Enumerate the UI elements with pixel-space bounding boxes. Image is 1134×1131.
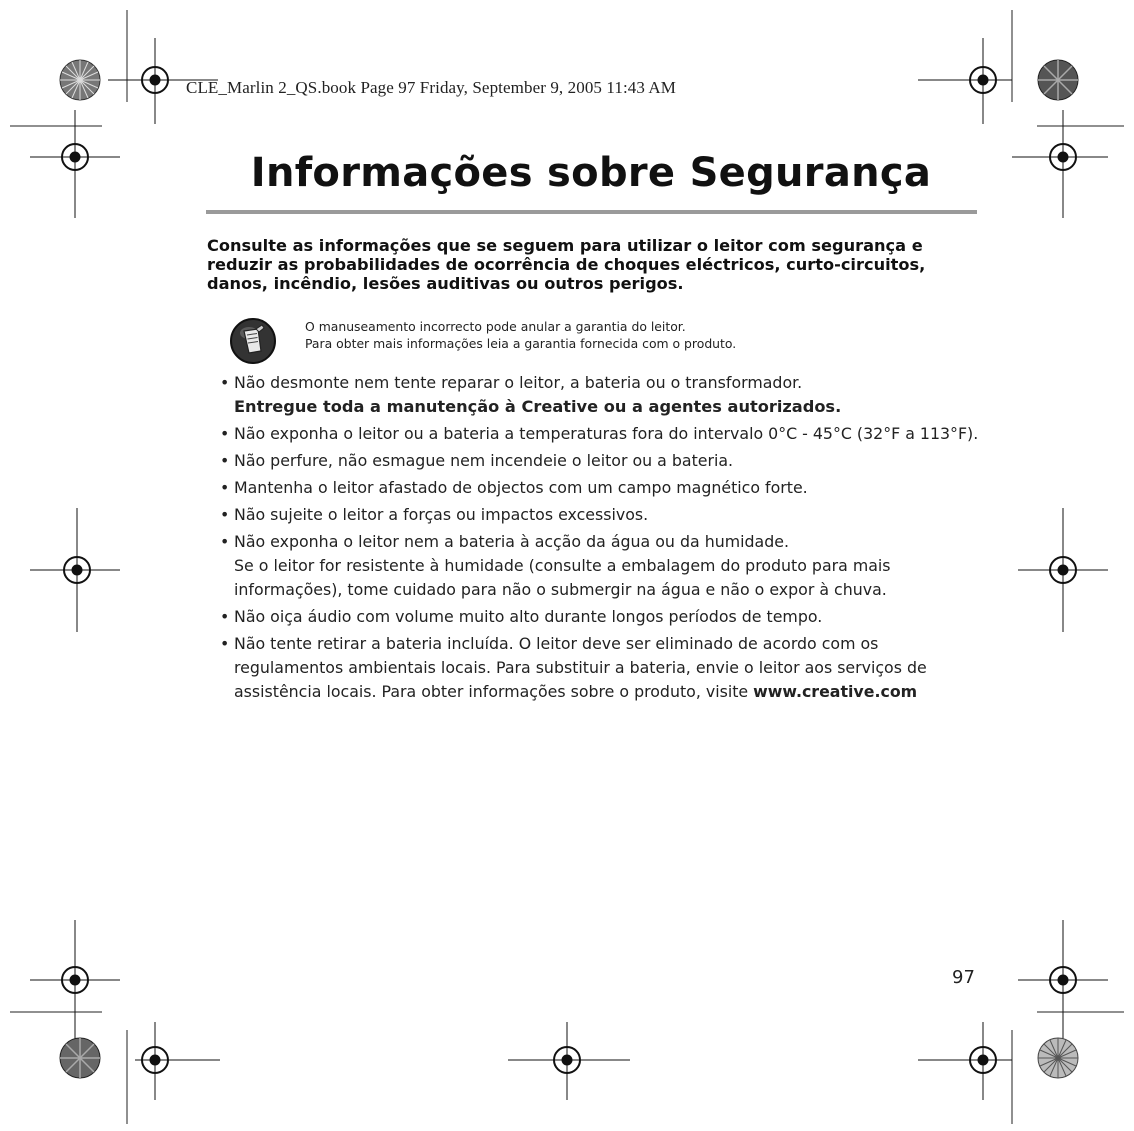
- note-line-1: O manuseamento incorrecto pode anular a garantia do leitor.: [305, 319, 686, 334]
- list-item: • Não oiça áudio com volume muito alto durante longos períodos de tempo.: [220, 605, 980, 629]
- list-item-continuation: Se o leitor for resistente à humidade (consulte a embalagem do produto para mais informações), tome cuidado para não o submergir na água e não o expor à chuva.: [234, 556, 891, 599]
- safety-list: [220, 371, 980, 707]
- list-item: [220, 632, 980, 704]
- starburst-disk-bottom-left: [60, 1038, 100, 1078]
- page-title: Informações sobre Segurança: [250, 150, 932, 196]
- starburst-disk-top-left: [60, 60, 100, 100]
- list-item: • Mantenha o leitor afastado de objectos com um campo magnético forte.: [220, 476, 980, 500]
- list-item: • Não perfure, não esmague nem incendeie o leitor ou a bateria.: [220, 449, 980, 473]
- starburst-disk-bottom-right: [1038, 1038, 1078, 1078]
- note-icon: [229, 317, 277, 365]
- page-number: 97: [952, 967, 975, 988]
- registration-mark-left-lower: [30, 920, 120, 1040]
- list-item-text: Não tente retirar a bateria incluída. O leitor deve ser eliminado de acordo com os regulamentos ambientais locais. Para substituir a bateria, envie o leitor aos serviços de assistência locais. Para obter informações sobre o produto, visite: [234, 634, 927, 701]
- registration-mark-bottom-left: [135, 1022, 220, 1100]
- list-item: • Não sujeite o leitor a forças ou impactos excessivos.: [220, 503, 980, 527]
- print-header-file-info: CLE_Marlin 2_QS.book Page 97 Friday, September 9, 2005 11:43 AM: [186, 78, 676, 97]
- list-item: • Não desmonte nem tente reparar o leitor, a bateria ou o transformador.: [220, 371, 980, 395]
- list-item-bold-continuation: Entregue toda a manutenção à Creative ou a agentes autorizados.: [234, 397, 842, 416]
- website-link[interactable]: www.creative.com: [753, 682, 918, 701]
- warranty-note: [305, 318, 865, 352]
- registration-mark-top-right: [918, 38, 1012, 124]
- registration-mark-right-lower: [1018, 920, 1108, 1040]
- registration-mark-right-middle: [1018, 508, 1108, 632]
- starburst-disk-top-right: [1038, 60, 1078, 100]
- list-item: • Não exponha o leitor nem a bateria à acção da água ou da humidade.: [220, 530, 980, 554]
- list-item: • Não exponha o leitor ou a bateria a temperaturas fora do intervalo 0°C - 45°C (32°F a 113°F).: [220, 422, 980, 446]
- intro-paragraph: Consulte as informações que se seguem para utilizar o leitor com segurança e reduzir as probabilidades de ocorrência de choques eléctricos, curto-circuitos, danos, incêndio, lesões auditivas ou outros perigos.: [207, 236, 926, 293]
- registration-mark-left-middle: [30, 508, 120, 632]
- registration-mark-bottom-right: [918, 1022, 1012, 1100]
- registration-mark-bottom-center: [508, 1022, 630, 1100]
- title-divider: [206, 210, 977, 214]
- note-line-2: Para obter mais informações leia a garantia fornecida com o produto.: [305, 336, 737, 351]
